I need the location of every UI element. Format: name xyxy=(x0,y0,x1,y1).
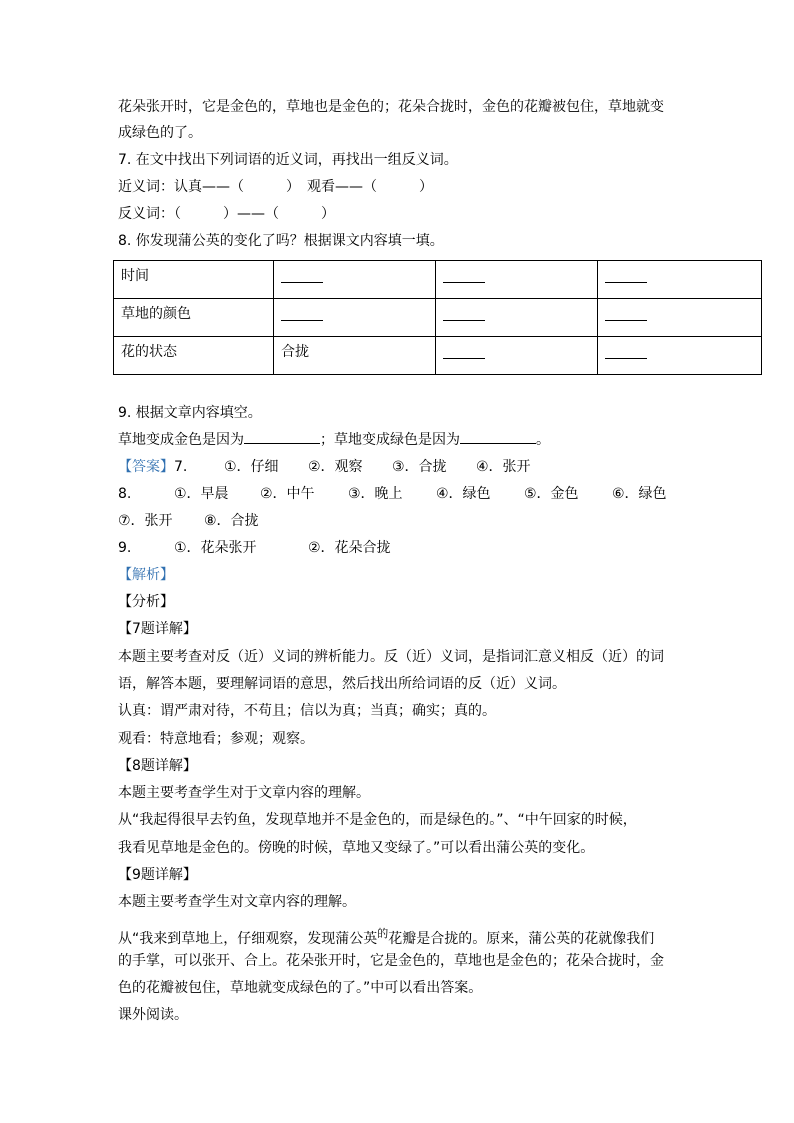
answer-blank[interactable] xyxy=(605,358,647,359)
answer-blank[interactable] xyxy=(460,430,536,444)
answer-blank[interactable] xyxy=(443,282,485,283)
answer-blank[interactable] xyxy=(443,320,485,321)
answer-7-item: ③．合拢 xyxy=(392,459,447,475)
q9-text-3: 。 xyxy=(536,432,550,448)
answer-7-item: ①．仔细 xyxy=(224,459,279,475)
detail-7-line-1: 本题主要考查对反（近）义词的辨析能力。反（近）义词，是指词汇意义相反（近）的词 xyxy=(118,649,664,665)
row-label-flower-state: 花的状态 xyxy=(121,344,177,360)
q9-fill-line xyxy=(118,430,550,450)
q9-text-1: 草地变成金色是因为 xyxy=(118,432,244,448)
answer-line-9 xyxy=(118,538,391,558)
row-label-grass-color: 草地的颜色 xyxy=(121,306,191,322)
detail-9-line-2 xyxy=(118,924,655,947)
detail-9-line-1: 本题主要考查学生对文章内容的理解。 xyxy=(118,894,356,910)
table-row xyxy=(114,299,762,337)
q9-text-2: ；草地变成绿色是因为 xyxy=(320,432,460,448)
footer-note: 课外阅读。 xyxy=(118,1007,188,1023)
answer-8-item: ⑦．张开 xyxy=(118,513,173,529)
q7-antonym-line: 反义词：（ ）——（ ） xyxy=(118,206,335,222)
detail-8-line-2: 从“我起得很早去钓鱼，发现草地并不是金色的，而是绿色的。”、“中午回家的时候， xyxy=(118,812,637,828)
answer-blank[interactable] xyxy=(605,282,647,283)
q7-synonym-line: 近义词：认真——（ ） 观看——（ ） xyxy=(118,179,433,195)
answer-9-item: ①．花朵张开 xyxy=(174,540,257,556)
detail-9-line-3: 的手掌，可以张开、合上。花朵张开时，它是金色的，草地也是金色的；花朵合拢时，金 xyxy=(118,953,664,969)
q8-stem: 8. 你发现蒲公英的变化了吗？根据课文内容填一填。 xyxy=(118,233,444,249)
answer-7-prefix: 7. xyxy=(174,459,188,475)
passage-line-1: 花朵张开时，它是金色的，草地也是金色的；花朵合拢时，金色的花瓣被包住，草地就变 xyxy=(118,99,664,115)
answer-8-item: ⑧．合拢 xyxy=(204,513,259,529)
answer-7-item: ④．张开 xyxy=(476,459,531,475)
answer-blank[interactable] xyxy=(244,430,320,444)
detail-9-title: 【9题详解】 xyxy=(118,867,197,883)
answer-blank[interactable] xyxy=(605,320,647,321)
answer-8-item: ②．中午 xyxy=(260,486,315,502)
passage-line-2: 成绿色的了。 xyxy=(118,125,202,141)
answer-blank[interactable] xyxy=(281,320,323,321)
detail-7-line-2: 语，解答本题，要理解词语的意思，然后找出所给词语的反（近）义词。 xyxy=(118,676,566,692)
detail-7-line-4: 观看：特意地看；参观；观察。 xyxy=(118,731,314,747)
answer-8-item: ③．晚上 xyxy=(348,486,403,502)
q7-stem: 7. 在文中找出下列词语的近义词，再找出一组反义词。 xyxy=(118,152,458,168)
answer-8-item: ⑤．金色 xyxy=(524,486,579,502)
detail-8-title: 【8题详解】 xyxy=(118,758,197,774)
row-label-time: 时间 xyxy=(121,268,149,284)
answer-9-prefix: 9. xyxy=(118,540,132,556)
answer-line-8b xyxy=(118,511,259,531)
detail-9-line-2-sup: 的 xyxy=(377,927,389,940)
detail-8-line-1: 本题主要考查学生对于文章内容的理解。 xyxy=(118,785,370,801)
answer-line-7 xyxy=(118,457,531,477)
answer-blank[interactable] xyxy=(443,358,485,359)
answer-8-item: ④．绿色 xyxy=(436,486,491,502)
detail-9-line-4: 色的花瓣被包住，草地就变成绿色的了。”中可以看出答案。 xyxy=(118,980,483,996)
table-row xyxy=(114,261,762,299)
answer-7-item: ②．观察 xyxy=(308,459,363,475)
answer-line-8 xyxy=(118,484,678,504)
q9-stem: 9. 根据文章内容填空。 xyxy=(118,405,262,421)
analysis-fenxi: 【分析】 xyxy=(118,594,174,610)
detail-9-line-2a: 从“我来到草地上，仔细观察，发现蒲公英 xyxy=(118,931,378,947)
detail-9-line-2b: 花瓣是合拢的。原来，蒲公英的花就像我们 xyxy=(388,931,655,947)
answer-blank[interactable] xyxy=(281,282,323,283)
detail-7-line-3: 认真：谓严肃对待，不苟且；信以为真；当真；确实；真的。 xyxy=(118,703,496,719)
q8-table xyxy=(113,260,762,375)
detail-7-title: 【7题详解】 xyxy=(118,621,197,637)
cell-value-closed: 合拢 xyxy=(281,344,309,360)
table-row xyxy=(114,337,762,375)
answer-8-item: ⑥．绿色 xyxy=(612,486,667,502)
answer-tag: 【答案】 xyxy=(118,459,174,475)
answer-8-item: ①．早晨 xyxy=(174,486,229,502)
answer-9-item: ②．花朵合拢 xyxy=(308,540,391,556)
detail-8-line-3: 我看见草地是金色的。傍晚的时候，草地又变绿了。”可以看出蒲公英的变化。 xyxy=(118,840,595,856)
answer-8-prefix: 8. xyxy=(118,486,132,502)
analysis-tag: 【解析】 xyxy=(118,567,174,583)
